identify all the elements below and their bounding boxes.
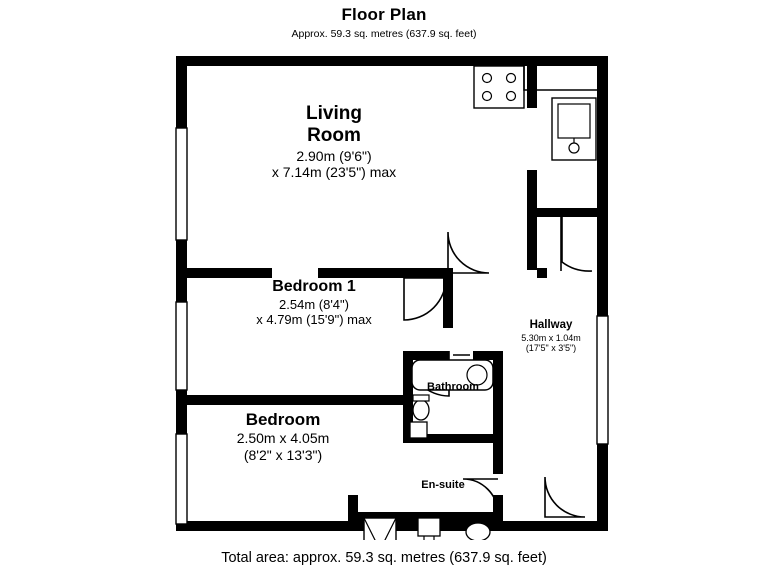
ensuite-name: En-suite: [421, 479, 465, 491]
header: [0, 0, 768, 40]
room-label-bathroom: [398, 381, 508, 394]
bedroom-1-dim-line2: x 4.79m (15'9") max: [256, 312, 372, 328]
room-label-living-room: [234, 103, 434, 181]
page-title: Floor Plan: [341, 5, 427, 24]
room-label-hallway: [496, 319, 606, 354]
hallway-name: Hallway: [529, 319, 573, 331]
room-label-bedroom-2: [183, 410, 383, 463]
floor-plan-drawing: [0, 40, 768, 540]
bedroom-1-dim-line1: 2.54m (8'4"): [279, 296, 349, 312]
bathroom-fixtures: [410, 360, 493, 438]
total-area-text: Total area: approx. 59.3 sq. metres (637.9 sq. feet): [221, 550, 547, 566]
room-label-bedroom-1: [214, 278, 414, 328]
hallway-dim-line1: 5.30m x 1.04m: [521, 332, 581, 343]
living-room-dim-line2: x 7.14m (23'5") max: [271, 164, 397, 181]
page-subtitle: Approx. 59.3 sq. metres (637.9 sq. feet): [291, 28, 477, 40]
bedroom-2-dim-line1: 2.50m x 4.05m: [236, 430, 330, 447]
room-label-ensuite: [398, 479, 488, 492]
living-room-dim-line1: 2.90m (9'6"): [296, 147, 372, 164]
hallway-dim-line2: (17'5" x 3'5"): [525, 343, 577, 354]
living-room-name-line1: Living: [306, 103, 362, 124]
bedroom-2-dim-line2: (8'2" x 13'3"): [243, 446, 323, 463]
bedroom-2-name: Bedroom: [245, 410, 321, 429]
bedroom-1-name: Bedroom 1: [272, 278, 356, 295]
living-room-name-line2: Room: [307, 125, 361, 147]
bathroom-name: Bathroom: [427, 381, 479, 393]
